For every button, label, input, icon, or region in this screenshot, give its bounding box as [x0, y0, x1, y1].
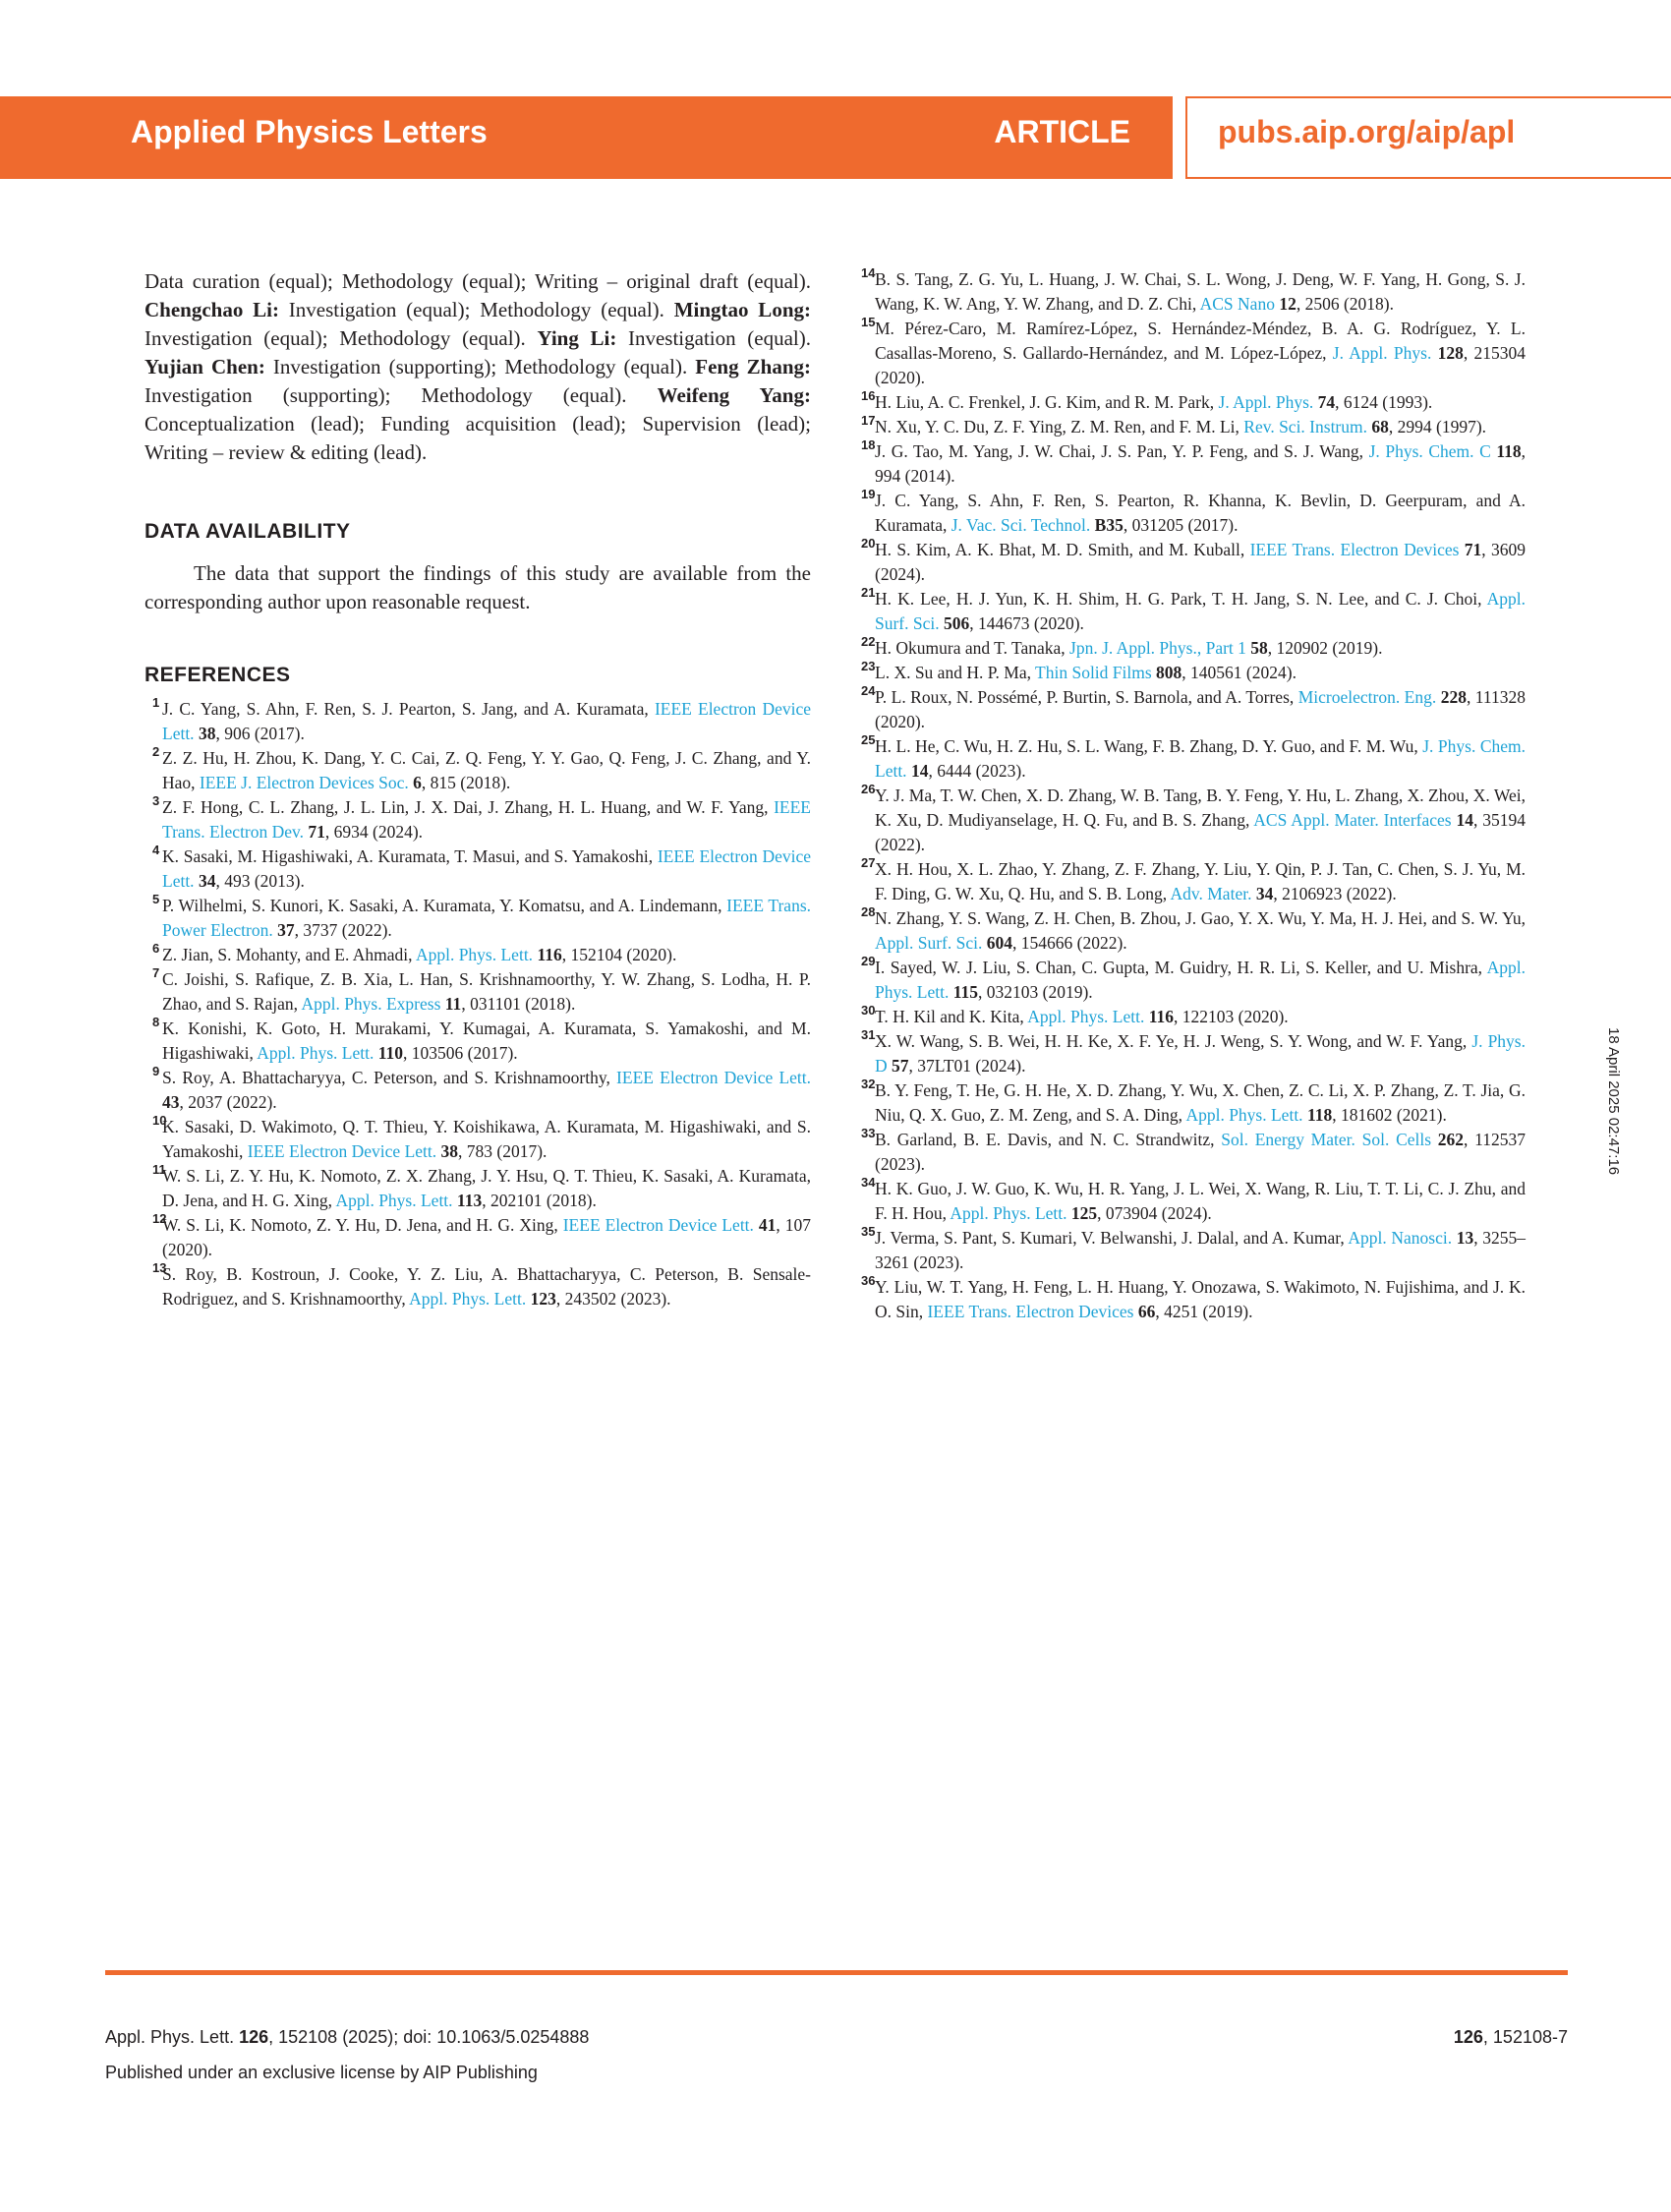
reference-volume: 604 — [986, 933, 1012, 953]
reference-details: , 031101 (2018). — [461, 994, 576, 1014]
reference-number: 21 — [861, 585, 876, 600]
reference-number: 4 — [152, 843, 160, 857]
reference-details: , 144673 (2020). — [969, 613, 1084, 633]
reference-authors: P. Wilhelmi, S. Kunori, K. Sasaki, A. Kuramata, Y. Komatsu, and A. Lindemann, — [162, 896, 727, 915]
author-contributions — [144, 267, 811, 467]
journal-link[interactable]: Jpn. J. Appl. Phys., Part 1 — [1069, 638, 1246, 658]
reference-volume: 11 — [444, 994, 462, 1014]
journal-link[interactable]: J. Phys. Chem. C — [1368, 441, 1491, 461]
journal-link[interactable]: Microelectron. Eng. — [1297, 687, 1437, 707]
reference-number: 33 — [861, 1126, 876, 1140]
contribution-text: Investigation (supporting); Methodology (equal). — [264, 355, 696, 378]
reference-details: , 493 (2013). — [215, 871, 305, 891]
reference-details: , 111328 (2020). — [875, 687, 1527, 731]
reference-number: 5 — [152, 892, 160, 906]
reference-authors: Z. Jian, S. Mohanty, and E. Ahmadi, — [162, 945, 416, 964]
reference-number: 11 — [152, 1162, 166, 1177]
reference-item — [857, 1128, 1526, 1177]
reference-authors: T. H. Kil and K. Kita, — [875, 1007, 1028, 1026]
reference-number: 27 — [861, 855, 876, 870]
contribution-text: Investigation (equal). — [616, 326, 811, 350]
reference-authors: J. Verma, S. Pant, S. Kumari, V. Belwanshi, J. Dalal, and A. Kumar, — [875, 1228, 1349, 1248]
reference-volume: 71 — [308, 822, 325, 842]
journal-link[interactable]: Appl. Phys. Lett. — [1027, 1007, 1145, 1026]
reference-number: 31 — [861, 1027, 876, 1042]
reference-authors: X. H. Hou, X. L. Zhao, Y. Zhang, Z. F. Zhang, Y. Liu, Y. Qin, P. J. Tan, C. Chen, S. J. Yu, M. F. Ding, G. W. Xu, Q. Hu, and S. B. Long, — [875, 859, 1526, 903]
contributor-name: Weifeng Yang: — [657, 383, 811, 407]
journal-link[interactable]: IEEE Trans. Electron Devices — [927, 1302, 1134, 1321]
reference-volume: 12 — [1279, 294, 1296, 314]
contributor-name: Mingtao Long: — [673, 298, 811, 321]
journal-title: Applied Physics Letters — [131, 114, 488, 149]
reference-details: , 215304 (2020). — [875, 343, 1527, 387]
reference-number: 24 — [861, 683, 876, 698]
reference-item — [144, 844, 811, 894]
reference-item — [857, 1275, 1526, 1324]
reference-details: , 37LT01 (2024). — [908, 1056, 1026, 1076]
journal-link[interactable]: IEEE Electron Device Lett. — [162, 846, 811, 891]
footer-rule — [105, 1970, 1568, 1975]
journal-link[interactable]: J. Vac. Sci. Technol. — [951, 515, 1091, 535]
reference-item — [144, 1017, 811, 1066]
reference-volume: 57 — [892, 1056, 909, 1076]
reference-number: 17 — [861, 413, 876, 428]
reference-authors: X. W. Wang, S. B. Wei, H. H. Ke, X. F. Ye, H. J. Weng, S. Y. Wong, and W. F. Yang, — [875, 1031, 1472, 1051]
reference-authors: B. Garland, B. E. Davis, and N. C. Strandwitz, — [875, 1130, 1222, 1149]
reference-item — [857, 685, 1526, 734]
reference-volume: 13 — [1456, 1228, 1474, 1248]
journal-link[interactable]: IEEE Trans. Electron Dev. — [162, 797, 811, 842]
journal-link[interactable]: Appl. Phys. Lett. — [409, 1289, 527, 1309]
contribution-text: Investigation (equal); Methodology (equal). — [144, 326, 538, 350]
reference-number: 15 — [861, 315, 876, 329]
reference-item — [857, 857, 1526, 906]
reference-volume: 74 — [1317, 392, 1336, 412]
reference-item — [857, 415, 1526, 439]
journal-link[interactable]: ACS Nano — [1199, 294, 1275, 314]
reference-authors: J. G. Tao, M. Yang, J. W. Chai, J. S. Pan, Y. P. Feng, and S. J. Wang, — [875, 441, 1369, 461]
citation-journal: Appl. Phys. Lett. — [105, 2027, 240, 2047]
article-type-label: ARTICLE — [994, 114, 1130, 149]
reference-volume: 71 — [1464, 540, 1482, 559]
contribution-text: Investigation (equal); Methodology (equal). — [278, 298, 674, 321]
reference-authors: H. K. Lee, H. J. Yun, K. H. Shim, H. G. Park, T. H. Jang, S. N. Lee, and C. J. Choi, — [875, 589, 1487, 609]
journal-link[interactable]: IEEE Electron Device Lett. — [616, 1068, 812, 1087]
journal-link[interactable]: IEEE Electron Device Lett. — [247, 1141, 437, 1161]
reference-volume: B35 — [1094, 515, 1124, 535]
reference-authors: N. Xu, Y. C. Du, Z. F. Ying, Z. M. Ren, and F. M. Li, — [875, 417, 1244, 437]
reference-item — [857, 267, 1526, 317]
reference-number: 35 — [861, 1224, 876, 1239]
journal-link[interactable]: Appl. Phys. Lett. — [1185, 1105, 1303, 1125]
reference-volume: 118 — [1306, 1105, 1333, 1125]
journal-link[interactable]: IEEE Trans. Power Electron. — [162, 896, 812, 940]
reference-volume: 34 — [198, 871, 216, 891]
contribution-text: Conceptualization (lead); Funding acquisition (lead); Supervision (lead); Writing – review & editing (lead). — [144, 412, 811, 464]
reference-authors: H. S. Kim, A. K. Bhat, M. D. Smith, and M. Kuball, — [875, 540, 1250, 559]
reference-authors: K. Sasaki, M. Higashiwaki, A. Kuramata, T. Masui, and S. Yamakoshi, — [162, 846, 658, 866]
reference-number: 8 — [152, 1015, 160, 1029]
reference-details: , 783 (2017). — [458, 1141, 547, 1161]
reference-details: , 202101 (2018). — [482, 1191, 597, 1210]
reference-authors: H. K. Guo, J. W. Guo, K. Wu, H. R. Yang, J. L. Wei, X. Wang, R. Liu, T. T. Li, C. J. Zhu, and F. H. Hou, — [875, 1179, 1526, 1223]
journal-link[interactable]: J. Appl. Phys. — [1218, 392, 1314, 412]
reference-details: , 181602 (2021). — [1332, 1105, 1447, 1125]
reference-authors: S. Roy, B. Kostroun, J. Cooke, Y. Z. Liu, A. Bhattacharyya, C. Peterson, B. Sensale-Rodriguez, and S. Krishnamoorthy, — [162, 1264, 811, 1309]
reference-number: 25 — [861, 732, 876, 747]
journal-link[interactable]: J. Appl. Phys. — [1332, 343, 1432, 363]
journal-link[interactable]: IEEE Electron Device Lett. — [562, 1215, 754, 1235]
reference-authors: K. Konishi, K. Goto, H. Murakami, Y. Kumagai, A. Kuramata, S. Yamakoshi, and M. Higashiwaki, — [162, 1019, 811, 1063]
reference-details: , 3737 (2022). — [294, 920, 392, 940]
reference-item — [857, 317, 1526, 390]
reference-volume: 123 — [530, 1289, 556, 1309]
reference-item — [144, 746, 811, 795]
reference-details: , 2506 (2018). — [1296, 294, 1394, 314]
journal-link[interactable]: Sol. Energy Mater. Sol. Cells — [1221, 1130, 1432, 1149]
reference-volume: 41 — [758, 1215, 777, 1235]
reference-details: , 35194 (2022). — [875, 810, 1526, 854]
journal-link[interactable]: Appl. Nanosci. — [1348, 1228, 1453, 1248]
reference-volume: 506 — [944, 613, 970, 633]
journal-link[interactable]: Appl. Phys. Lett. — [875, 958, 1526, 1002]
reference-number: 22 — [861, 634, 876, 649]
reference-volume: 116 — [1148, 1007, 1174, 1026]
reference-authors: N. Zhang, Y. S. Wang, Z. H. Chen, B. Zhou, J. Gao, Y. X. Wu, Y. Ma, H. J. Hei, and S. W. Yu, — [875, 908, 1526, 928]
right-column — [857, 267, 1526, 1324]
reference-number: 1 — [152, 695, 160, 710]
journal-link[interactable]: Appl. Phys. Express — [301, 994, 441, 1014]
reference-number: 10 — [152, 1113, 167, 1128]
reference-item — [144, 1066, 811, 1115]
reference-volume: 58 — [1250, 638, 1268, 658]
reference-authors: Z. Z. Hu, H. Zhou, K. Dang, Y. C. Cai, Z. Q. Feng, Y. Y. Gao, Q. Feng, J. C. Zhang, and Y. Hao, — [162, 748, 811, 792]
reference-details: , 6124 (1993). — [1335, 392, 1433, 412]
left-column — [144, 267, 811, 1311]
journal-link[interactable]: Appl. Surf. Sci. — [875, 933, 983, 953]
reference-number: 30 — [861, 1003, 876, 1018]
reference-number: 28 — [861, 904, 876, 919]
reference-details: , 103506 (2017). — [403, 1043, 518, 1063]
reference-item — [144, 795, 811, 844]
reference-details: , 906 (2017). — [215, 724, 305, 743]
reference-volume: 262 — [1437, 1130, 1465, 1149]
reference-item — [144, 894, 811, 943]
journal-link[interactable]: IEEE Trans. Electron Devices — [1249, 540, 1460, 559]
reference-item — [857, 489, 1526, 538]
reference-volume: 128 — [1437, 343, 1464, 363]
reference-authors: K. Sasaki, D. Wakimoto, Q. T. Thieu, Y. Koishikawa, A. Kuramata, M. Higashiwaki, and S. Yamakoshi, — [162, 1117, 811, 1161]
reference-details: , 073904 (2024). — [1097, 1203, 1212, 1223]
journal-link[interactable]: Appl. Phys. Lett. — [415, 945, 534, 964]
contributor-name: Chengchao Li: — [144, 298, 279, 321]
contributor-name: Feng Zhang: — [695, 355, 812, 378]
footer-citation — [105, 2027, 589, 2048]
reference-authors: Y. Liu, W. T. Yang, H. Feng, L. H. Huang, Y. Onozawa, S. Wakimoto, N. Fujishima, and J. K. O. Sin, — [875, 1277, 1526, 1321]
page-volume: 126 — [1453, 2027, 1483, 2047]
contribution-text: Data curation (equal); Methodology (equal); Writing – original draft (equal). — [144, 269, 811, 293]
reference-item — [144, 1164, 811, 1213]
reference-details: , 140561 (2024). — [1181, 663, 1296, 682]
journal-url-link[interactable]: pubs.aip.org/aip/apl — [1218, 114, 1516, 149]
reference-details: , 243502 (2023). — [555, 1289, 671, 1309]
reference-details: , 032103 (2019). — [978, 982, 1093, 1002]
reference-volume: 228 — [1440, 687, 1467, 707]
journal-link[interactable]: Appl. Phys. Lett. — [335, 1191, 453, 1210]
reference-number: 19 — [861, 487, 876, 501]
journal-link[interactable]: IEEE J. Electron Devices Soc. — [199, 773, 409, 792]
reference-item — [144, 943, 811, 967]
reference-item — [857, 1029, 1526, 1078]
reference-details: , 120902 (2019). — [1267, 638, 1383, 658]
reference-authors: B. S. Tang, Z. G. Yu, L. Huang, J. W. Chai, S. L. Wong, J. Deng, W. F. Yang, H. Gong, S. J. Wang, K. W. Ang, Y. W. Zhang, and D. Z. Chi, — [875, 269, 1526, 314]
reference-details: , 2037 (2022). — [179, 1092, 277, 1112]
reference-item — [144, 1262, 811, 1311]
reference-details: , 152104 (2020). — [561, 945, 677, 964]
page-id: , 152108-7 — [1482, 2027, 1568, 2047]
reference-item — [144, 697, 811, 746]
journal-link[interactable]: Thin Solid Films — [1035, 663, 1152, 682]
reference-volume: 38 — [198, 724, 216, 743]
journal-link[interactable]: J. Phys. D — [875, 1031, 1526, 1076]
reference-details: , 107 (2020). — [162, 1215, 812, 1259]
reference-item — [857, 956, 1526, 1005]
reference-authors: M. Pérez-Caro, M. Ramírez-López, S. Hernández-Méndez, B. A. G. Rodríguez, Y. L. Casallas-Moreno, S. Gallardo-Hernández, and M. López-López, — [875, 319, 1526, 363]
reference-authors: H. Okumura and T. Tanaka, — [875, 638, 1070, 658]
reference-item — [857, 906, 1526, 956]
reference-authors: C. Joishi, S. Rafique, Z. B. Xia, L. Han, S. Krishnamoorthy, Y. W. Zhang, S. Lodha, H. P. Zhao, and S. Rajan, — [162, 969, 811, 1014]
reference-authors: S. Roy, A. Bhattacharyya, C. Peterson, and S. Krishnamoorthy, — [162, 1068, 617, 1087]
reference-details: , 2106923 (2022). — [1273, 884, 1397, 903]
reference-number: 32 — [861, 1077, 876, 1091]
reference-item — [857, 636, 1526, 661]
reference-authors: J. C. Yang, S. Ahn, F. Ren, S. Pearton, R. Khanna, K. Bevlin, D. Geerpuram, and A. Kuramata, — [875, 491, 1526, 535]
reference-number: 3 — [152, 793, 160, 808]
reference-item — [857, 390, 1526, 415]
journal-link[interactable]: Appl. Phys. Lett. — [257, 1043, 375, 1063]
reference-authors: Y. J. Ma, T. W. Chen, X. D. Zhang, W. B. Tang, B. Y. Feng, Y. Hu, L. Zhang, X. Zhou, X. Wei, K. Xu, D. Mudiyanselage, H. Q. Fu, and B. S. Zhang, — [875, 786, 1526, 830]
reference-volume: 66 — [1137, 1302, 1156, 1321]
reference-item — [857, 1005, 1526, 1029]
reference-number: 12 — [152, 1211, 167, 1226]
contributor-name: Ying Li: — [537, 326, 617, 350]
reference-number: 7 — [152, 965, 160, 980]
reference-item — [857, 439, 1526, 489]
reference-volume: 6 — [413, 773, 422, 792]
contribution-text: Investigation (supporting); Methodology (equal). — [144, 383, 658, 407]
reference-details: , 031205 (2017). — [1123, 515, 1239, 535]
reference-volume: 113 — [456, 1191, 483, 1210]
journal-link[interactable]: ACS Appl. Mater. Interfaces — [1253, 810, 1452, 830]
reference-authors: L. X. Su and H. P. Ma, — [875, 663, 1036, 682]
reference-item — [857, 784, 1526, 857]
reference-details: , 6934 (2024). — [324, 822, 424, 842]
reference-details: , 112537 (2023). — [875, 1130, 1527, 1174]
reference-number: 36 — [861, 1273, 876, 1288]
reference-number: 20 — [861, 536, 876, 551]
download-timestamp: 18 April 2025 02:47:16 — [1605, 1027, 1622, 1176]
reference-number: 9 — [152, 1064, 160, 1078]
reference-details: , 3255–3261 (2023). — [875, 1228, 1527, 1272]
reference-details: , 2994 (1997). — [1388, 417, 1487, 437]
reference-volume: 116 — [537, 945, 562, 964]
data-availability-text: The data that support the findings of this study are available from the corresponding author upon reasonable request. — [144, 561, 811, 613]
journal-link[interactable]: Appl. Surf. Sci. — [875, 589, 1526, 633]
reference-details: , 4251 (2019). — [1155, 1302, 1253, 1321]
reference-volume: 115 — [952, 982, 979, 1002]
reference-volume: 38 — [440, 1141, 458, 1161]
reference-details: , 815 (2018). — [421, 773, 511, 792]
reference-volume: 14 — [1456, 810, 1473, 830]
reference-number: 23 — [861, 659, 876, 673]
journal-link[interactable]: IEEE Electron Device Lett. — [162, 699, 811, 743]
footer-license: Published under an exclusive license by AIP Publishing — [105, 2063, 538, 2082]
references-list-left — [144, 697, 811, 1311]
reference-number: 2 — [152, 744, 160, 759]
reference-authors: J. C. Yang, S. Ahn, F. Ren, S. J. Pearton, S. Jang, and A. Kuramata, — [162, 699, 655, 719]
citation-details: , 152108 (2025); doi: 10.1063/5.0254888 — [268, 2027, 590, 2047]
reference-item — [857, 1078, 1526, 1128]
reference-number: 6 — [152, 941, 160, 956]
reference-item — [857, 734, 1526, 784]
reference-details: , 122103 (2020). — [1174, 1007, 1289, 1026]
reference-volume: 118 — [1496, 441, 1522, 461]
reference-details: , 154666 (2022). — [1012, 933, 1127, 953]
reference-number: 29 — [861, 954, 876, 968]
reference-volume: 43 — [162, 1092, 180, 1112]
reference-details: , 3609 (2024). — [875, 540, 1526, 584]
reference-number: 14 — [861, 265, 876, 280]
reference-volume: 808 — [1156, 663, 1182, 682]
reference-item — [857, 661, 1526, 685]
reference-item — [857, 1226, 1526, 1275]
reference-details: , 6444 (2023). — [928, 761, 1026, 781]
reference-authors: W. S. Li, K. Nomoto, Z. Y. Hu, D. Jena, and H. G. Xing, — [162, 1215, 563, 1235]
journal-link[interactable]: Rev. Sci. Instrum. — [1243, 417, 1367, 437]
journal-link[interactable]: Adv. Mater. — [1170, 884, 1252, 903]
reference-volume: 37 — [277, 920, 295, 940]
reference-authors: W. S. Li, Z. Y. Hu, K. Nomoto, Z. X. Zhang, J. Y. Hsu, Q. T. Thieu, K. Sasaki, A. Kuramata, D. Jena, and H. G. Xing, — [162, 1166, 811, 1210]
references-list-right — [857, 267, 1526, 1324]
references-heading: REFERENCES — [144, 664, 291, 686]
reference-details: , 994 (2014). — [875, 441, 1527, 486]
journal-link[interactable]: Appl. Phys. Lett. — [950, 1203, 1067, 1223]
reference-volume: 68 — [1371, 417, 1389, 437]
citation-volume: 126 — [239, 2027, 269, 2047]
reference-authors: Z. F. Hong, C. L. Zhang, J. L. Lin, J. X. Dai, J. Zhang, H. L. Huang, and W. F. Yang, — [162, 797, 775, 817]
reference-authors: P. L. Roux, N. Possémé, P. Burtin, S. Barnola, and A. Torres, — [875, 687, 1298, 707]
data-availability-heading: DATA AVAILABILITY — [144, 520, 351, 543]
reference-volume: 14 — [910, 761, 929, 781]
reference-volume: 125 — [1070, 1203, 1098, 1223]
reference-authors: I. Sayed, W. J. Liu, S. Chan, C. Gupta, M. Guidry, H. R. Li, S. Keller, and U. Mishra, — [875, 958, 1487, 977]
reference-item — [144, 1213, 811, 1262]
contributor-name: Yujian Chen: — [144, 355, 265, 378]
reference-authors: H. L. He, C. Wu, H. Z. Hu, S. L. Wang, F. B. Zhang, D. Y. Guo, and F. M. Wu, — [875, 736, 1423, 756]
reference-volume: 34 — [1255, 884, 1274, 903]
reference-authors: B. Y. Feng, T. He, G. H. He, X. D. Zhang, Y. Wu, X. Chen, Z. C. Li, X. P. Zhang, Z. T. Jia, G. Niu, Q. X. Guo, Z. M. Zeng, and S. A. Ding, — [875, 1080, 1526, 1125]
reference-number: 26 — [861, 782, 876, 796]
reference-volume: 110 — [377, 1043, 404, 1063]
reference-item — [857, 1177, 1526, 1226]
reference-number: 34 — [861, 1175, 876, 1190]
reference-authors: H. Liu, A. C. Frenkel, J. G. Kim, and R. M. Park, — [875, 392, 1219, 412]
reference-number: 16 — [861, 388, 876, 403]
reference-item — [144, 1115, 811, 1164]
reference-item — [857, 538, 1526, 587]
reference-item — [857, 587, 1526, 636]
reference-item — [144, 967, 811, 1017]
footer-page-number — [1454, 2027, 1568, 2048]
reference-number: 18 — [861, 437, 876, 452]
reference-number: 13 — [152, 1260, 167, 1275]
journal-link[interactable]: J. Phys. Chem. Lett. — [875, 736, 1526, 781]
